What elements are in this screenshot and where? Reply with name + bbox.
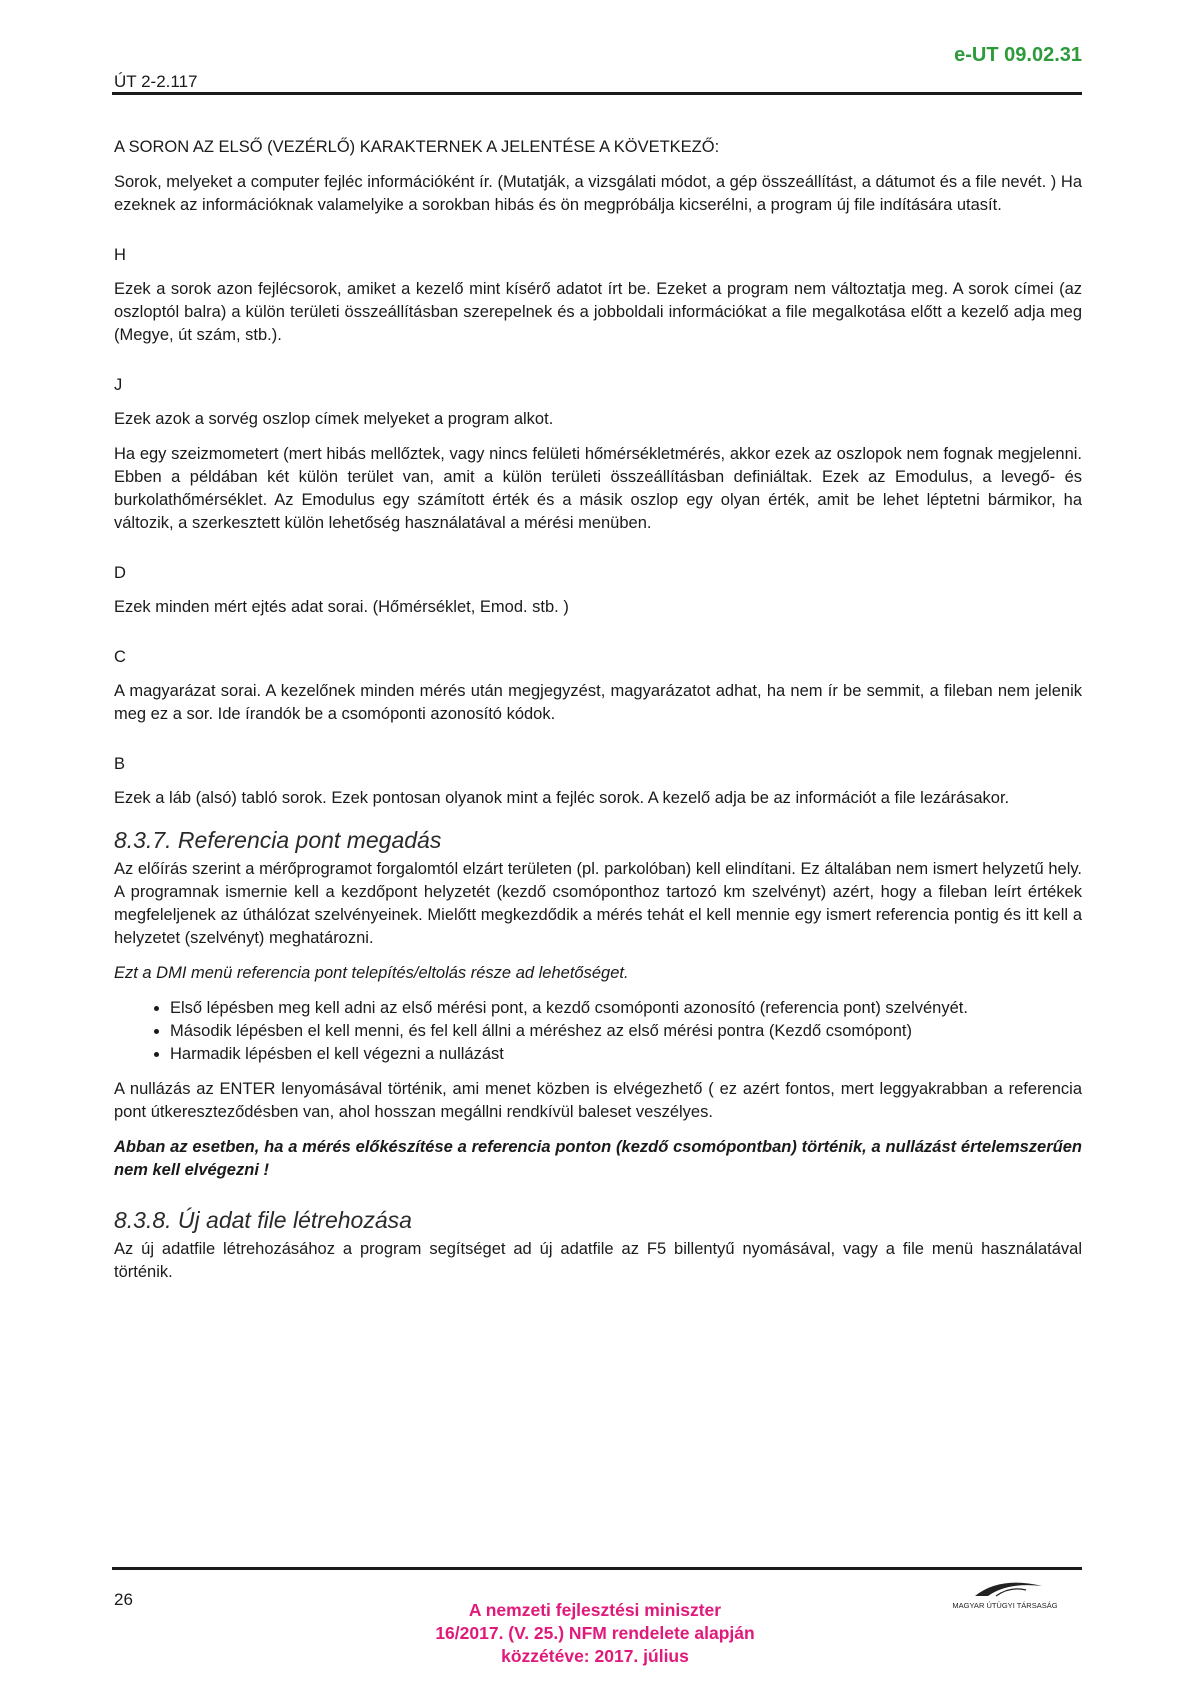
intro-heading: A SORON AZ ELSŐ (VEZÉRLŐ) KARAKTERNEK A JELENTÉSE A KÖVETKEZŐ: (114, 138, 720, 156)
publication-note-line-1: A nemzeti fejlesztési miniszter (468, 1600, 722, 1620)
d-paragraph: Ezek minden mért ejtés adat sorai. (Hőmérséklet, Emod. stb. ) (114, 598, 569, 616)
section-8-3-7-italic-note: Ezt a DMI menü referencia pont telepítés/eltolás része ad lehetőséget. (114, 964, 629, 982)
header-rule (112, 92, 1082, 95)
code-letter-b: B (114, 755, 126, 773)
j-paragraph-2: Ha egy szeizmometert (mert hibás mellőztek, vagy nincs felületi hőmérsékletmérés, akkor ezek az oszlopok nem fognak megjelenni. Ebben a példában két külön terület van, amit a külön területi összeállításban definiáltak. Ezek az Emodulus, a levegő- és burkolathőmérséklet. Az Emodulus egy számított érték és a másik oszlop egy olyan érték, amit be lehet léptetni bármikor, ha változik, a szerkesztett külön lehetőség használatával a mérési menüben. (114, 445, 1082, 532)
intro-paragraph: Sorok, melyeket a computer fejléc információként ír. (Mutatják, a vizsgálati módot, a gép összeállítást, a dátumot és a file nevét. ) Ha ezeknek az információknak valamelyike a sorokban hibás és ön megpróbálja kicserélni, a program új file indítására utasít. (114, 173, 1082, 214)
page-number: 26 (114, 1590, 133, 1609)
code-letter-j: J (114, 376, 123, 394)
list-item: • Második lépésben el kell menni, és fel kell állni a méréshez az első mérési pontra (Kezdő csomópont) (170, 1020, 1082, 1043)
list-item: • Harmadik lépésben el kell végezni a nullázást (170, 1043, 1082, 1066)
section-8-3-8-title: 8.3.8. Új adat file létrehozása (114, 1207, 412, 1233)
code-letter-c: C (114, 648, 126, 666)
h-paragraph: Ezek a sorok azon fejlécsorok, amiket a kezelő mint kísérő adatot írt be. Ezeket a program nem változtatja meg. A sorok címei (az oszloptól balra) a külön területi összeállításban szerepelnek és a jobboldali információkat a file megalkotása előtt a kezelő adja meg (Megye, út szám, stb.). (114, 280, 1082, 344)
publisher-logo (930, 1574, 1080, 1614)
publication-note-line-3: közzétéve: 2017. július (501, 1646, 689, 1666)
section-8-3-7-title: 8.3.7. Referencia pont megadás (114, 827, 442, 853)
document-code: ÚT 2-2.117 (114, 72, 198, 91)
page-body (114, 136, 1082, 1296)
list-item: • Első lépésben meg kell adni az első mérési pont, a kezdő csomóponti azonosító (referencia pont) szelvényét. (170, 997, 1082, 1020)
b-paragraph: Ezek a láb (alsó) tabló sorok. Ezek pontosan olyanok mint a fejléc sorok. A kezelő adja be az információt a file lezárásakor. (114, 789, 1010, 807)
section-8-3-7-paragraph: Az előírás szerint a mérőprogramot forgalomtól elzárt területen (pl. parkolóban) kell elindítani. Ez általában nem ismert helyzetű hely. A programnak ismernie kell a kezdőpont helyzetét (kezdő csomóponthoz tartozó km szelvényt) azért, hogy a fileban leírt értékek megfeleljenek az úthálózat szelvényeinek. Mielőtt megkezdődik a mérés tehát el kell mennie egy ismert referencia pontig és itt kell a helyzetet (szelvényt) meghatározni. (114, 860, 1082, 947)
publication-note-line-2: 16/2017. (V. 25.) NFM rendelete alapján (435, 1623, 755, 1643)
nullazas-paragraph: A nullázás az ENTER lenyomásával történik, ami menet közben is elvégezhető ( ez azért fontos, mert leggyakrabban a referencia pont útkereszteződésben van, ahol hosszan megállni rendkívül baleset veszélyes. (114, 1080, 1082, 1121)
code-letter-h: H (114, 246, 126, 264)
j-paragraph-1: Ezek azok a sorvég oszlop címek melyeket a program alkot. (114, 410, 554, 428)
c-paragraph: A magyarázat sorai. A kezelőnek minden mérés után megjegyzést, magyarázatot adhat, ha nem ír be semmit, a fileban nem jelenik meg ez a sor. Ide írandók be a csomóponti azonosító kódok. (114, 682, 1082, 723)
footer-rule (112, 1567, 1082, 1570)
code-letter-d: D (114, 564, 126, 582)
publication-note (395, 1599, 795, 1668)
section-8-3-8-paragraph: Az új adatfile létrehozásához a program segítséget ad új adatfile az F5 billentyű nyomásával, vagy a file menü használatával történik. (114, 1240, 1082, 1281)
road-swoosh-icon (930, 1574, 1080, 1614)
document-id: e-UT 09.02.31 (954, 44, 1082, 66)
bold-italic-note: Abban az esetben, ha a mérés előkészítése a referencia ponton (kezdő csomópontban) történik, a nullázást értelemszerűen nem kell elvégezni ! (114, 1138, 1082, 1179)
publisher-logo-text: MAGYAR ÚTÜGYI TÁRSASÁG (952, 1601, 1058, 1610)
steps-list (114, 997, 1082, 1066)
